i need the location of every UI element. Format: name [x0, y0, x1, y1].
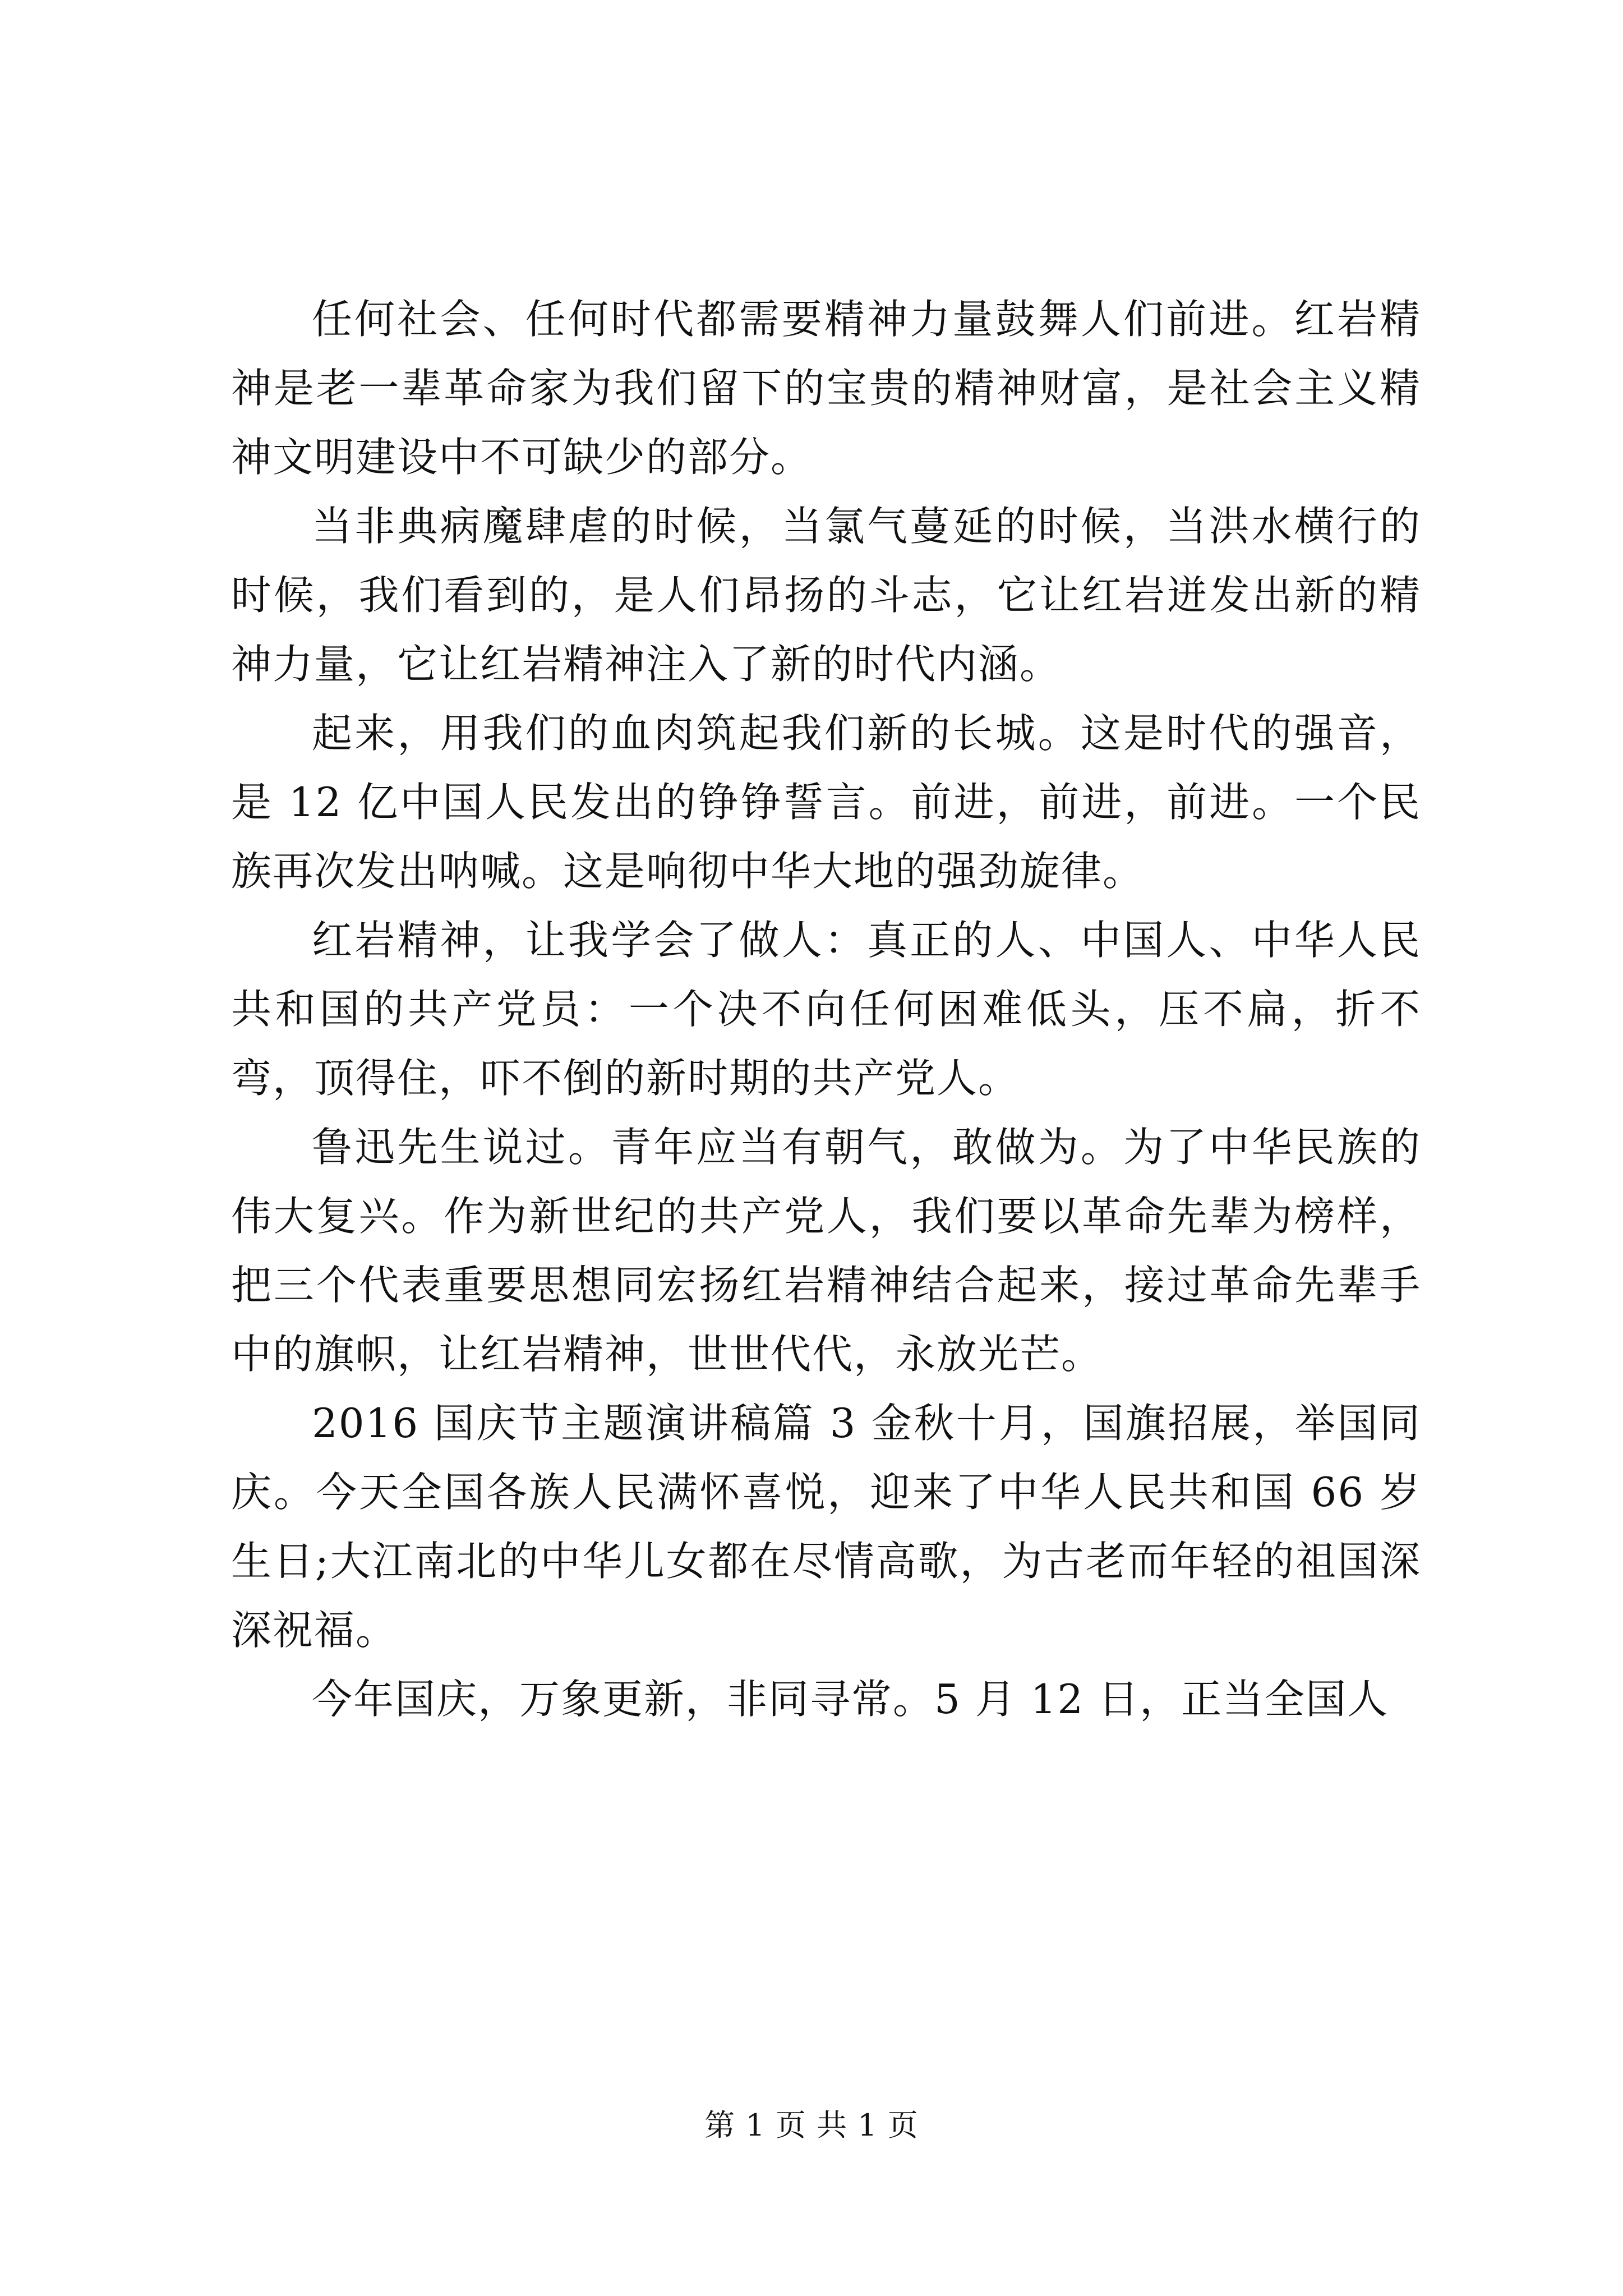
page-footer: 第 1 页 共 1 页	[704, 2108, 919, 2143]
paragraph-2: 当非典病魔肆虐的时候，当氯气蔓延的时候，当洪水横行的时候，我们看到的，是人们昂扬的斗志，它让红岩迸发出新的精神力量，它让红岩精神注入了新的时代内涵。	[231, 503, 1421, 688]
paragraph-4: 红岩精神，让我学会了做人：真正的人、中国人、中华人民共和国的共产党员：一个决不向任何困难低头，压不扁，折不弯，顶得住，吓不倒的新时期的共产党人。	[231, 917, 1421, 1102]
paragraph-1: 任何社会、任何时代都需要精神力量鼓舞人们前进。红岩精神是老一辈革命家为我们留下的宝贵的精神财富，是社会主义精神文明建设中不可缺少的部分。	[231, 296, 1421, 481]
paragraph-7: 今年国庆，万象更新，非同寻常。5 月 12 日，正当全国人	[312, 1676, 1389, 1723]
paragraph-3: 起来，用我们的血肉筑起我们新的长城。这是时代的强音，是 12 亿中国人民发出的铮铮誓言。前进，前进，前进。一个民族再次发出呐喊。这是响彻中华大地的强劲旋律。	[231, 710, 1421, 895]
paragraph-5: 鲁迅先生说过。青年应当有朝气，敢做为。为了中华民族的伟大复兴。作为新世纪的共产党人，我们要以革命先辈为榜样，把三个代表重要思想同宏扬红岩精神结合起来，接过革命先辈手中的旗帜，让红岩精神，世世代代，永放光芒。	[231, 1124, 1421, 1378]
paragraph-6: 2016 国庆节主题演讲稿篇 3 金秋十月，国旗招展，举国同庆。今天全国各族人民满怀喜悦，迎来了中华人民共和国 66 岁生日;大江南北的中华儿女都在尽情高歌，为古老而年轻的祖国深深祝福。	[231, 1400, 1421, 1654]
document-body	[231, 285, 1421, 1734]
